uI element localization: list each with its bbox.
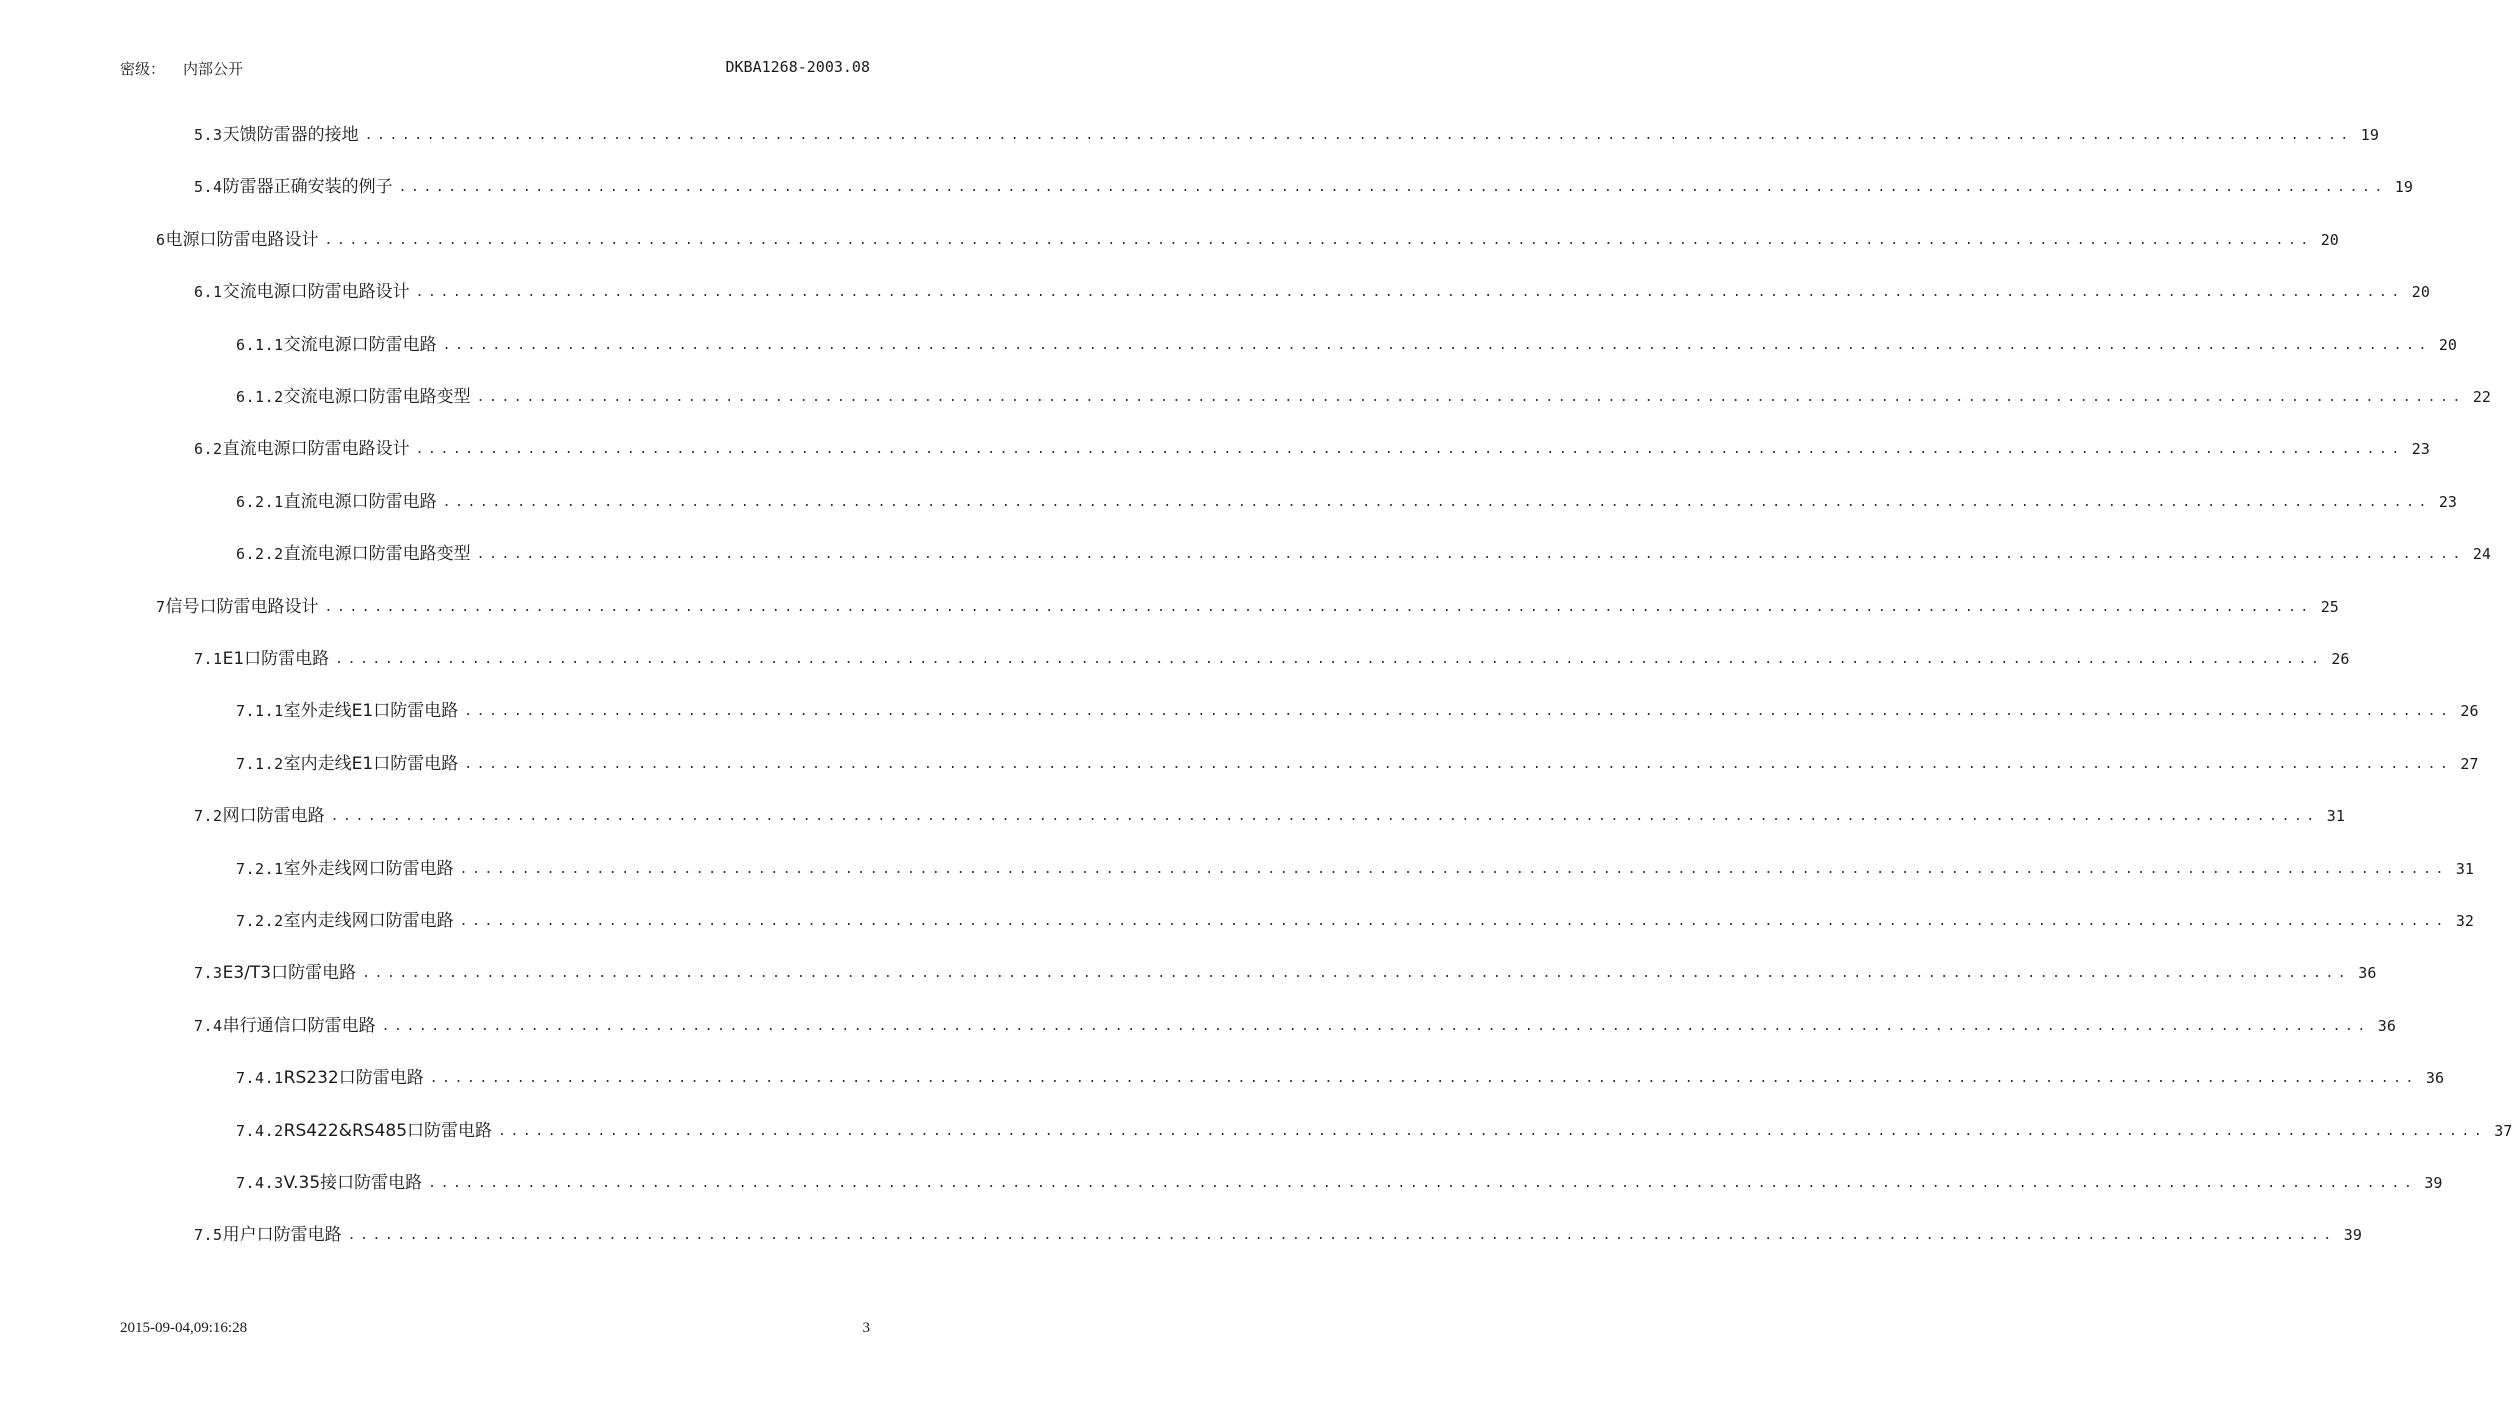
toc-dot-leader: ................................................................................................................................................................ — [464, 756, 2453, 772]
toc-entry[interactable] — [194, 434, 2430, 460]
toc-entry[interactable] — [194, 1220, 2362, 1246]
toc-entry-number: 7.1.1 — [236, 702, 284, 721]
toc-entry-number: 5.4 — [194, 178, 223, 197]
toc-entry[interactable] — [236, 1116, 2512, 1142]
toc-dot-leader: ................................................................................................................................................................ — [464, 704, 2453, 720]
toc-entry-page: 19 — [2394, 178, 2413, 197]
toc-entry-number: 7.1.2 — [236, 754, 284, 773]
toc-entry-number: 7.3 — [194, 964, 223, 983]
toc-entry-page: 36 — [2377, 1016, 2396, 1035]
toc-entry-page: 36 — [2425, 1069, 2444, 1088]
toc-entry-title: 交流电源口防雷电路 — [283, 334, 437, 355]
toc-entry-page: 23 — [2438, 492, 2457, 511]
toc-dot-leader: ................................................................................................................................................................ — [498, 1123, 2487, 1139]
toc-entry-number: 6 — [156, 230, 166, 249]
toc-entry-page: 27 — [2460, 754, 2479, 773]
toc-dot-leader: ................................................................................................................................................................ — [347, 1228, 2336, 1244]
toc-dot-leader: ................................................................................................................................................................ — [429, 1071, 2418, 1087]
toc-dot-leader: ................................................................................................................................................................ — [415, 442, 2404, 458]
toc-entry-title: E3/T3口防雷电路 — [222, 963, 357, 984]
toc-entry-number: 7.4.1 — [236, 1069, 284, 1088]
page-footer — [120, 1320, 870, 1344]
toc-entry[interactable] — [194, 801, 2345, 827]
toc-entry-page: 31 — [2326, 807, 2345, 826]
toc-entry-number: 7.2.2 — [236, 912, 284, 930]
toc-entry-title: 室内走线网口防雷电路 — [283, 911, 454, 931]
toc-dot-leader: ................................................................................................................................................................ — [398, 180, 2387, 196]
toc-entry-page: 26 — [2460, 702, 2479, 721]
toc-entry-page: 37 — [2494, 1121, 2512, 1140]
toc-entry[interactable] — [236, 854, 2474, 880]
toc-entry[interactable] — [156, 592, 2339, 618]
toc-entry-page: 39 — [2424, 1174, 2443, 1192]
footer-timestamp: 2015-09-04,09:16:28 — [120, 1320, 248, 1336]
toc-dot-leader: ................................................................................................................................................................ — [362, 966, 2351, 982]
toc-entry-number: 6.2.2 — [236, 545, 284, 564]
toc-entry[interactable] — [194, 644, 2350, 670]
toc-dot-leader: ................................................................................................................................................................ — [415, 285, 2404, 301]
toc-entry[interactable] — [194, 1011, 2396, 1037]
toc-entry-page: 22 — [2472, 388, 2491, 406]
toc-entry-title: 直流电源口防雷电路 — [283, 491, 437, 512]
toc-entry-title: 直流电源口防雷电路变型 — [283, 544, 471, 565]
toc-entry[interactable] — [194, 120, 2379, 146]
toc-entry-title: E1口防雷电路 — [222, 649, 330, 669]
toc-entry-page: 36 — [2358, 964, 2377, 983]
toc-entry[interactable] — [236, 906, 2474, 932]
toc-dot-leader: ................................................................................................................................................................ — [459, 914, 2448, 929]
toc-entry-number: 6.2 — [194, 440, 223, 459]
toc-entry[interactable] — [236, 382, 2491, 408]
toc-entry[interactable] — [194, 277, 2430, 303]
toc-entry-page: 20 — [2320, 230, 2339, 249]
toc-entry-title: RS422&RS485口防雷电路 — [283, 1120, 493, 1141]
toc-entry-title: 电源口防雷电路设计 — [165, 229, 319, 250]
toc-entry-page: 19 — [2360, 126, 2379, 144]
toc-entry-page: 31 — [2455, 859, 2474, 878]
toc-entry-title: 室外走线网口防雷电路 — [283, 858, 454, 879]
toc-entry-page: 32 — [2455, 912, 2474, 930]
toc-entry-number: 6.1 — [194, 283, 223, 302]
toc-entry-page: 25 — [2320, 597, 2339, 616]
toc-entry-number: 7.2.1 — [236, 859, 284, 878]
toc-entry-page: 39 — [2343, 1226, 2362, 1245]
toc-entry[interactable] — [236, 749, 2479, 775]
toc-entry-page: 24 — [2472, 545, 2491, 564]
toc-dot-leader: ................................................................................................................................................................ — [442, 494, 2431, 510]
toc-entry-number: 7.2 — [194, 807, 223, 826]
toc-dot-leader: ................................................................................................................................................................ — [459, 861, 2448, 877]
toc-entry-number: 7.5 — [194, 1226, 223, 1245]
toc-entry-number: 7.4.3 — [236, 1174, 284, 1192]
toc-entry-title: 串行通信口防雷电路 — [222, 1015, 376, 1036]
footer-page-number: 3 — [862, 1320, 870, 1336]
toc-entry-number: 7.4.2 — [236, 1121, 284, 1140]
toc-dot-leader: ................................................................................................................................................................ — [476, 390, 2465, 405]
toc-entry-title: 信号口防雷电路设计 — [165, 596, 319, 617]
toc-entry-title: 交流电源口防雷电路变型 — [283, 387, 471, 407]
toc-entry-number: 6.1.1 — [236, 335, 284, 354]
toc-dot-leader: ................................................................................................................................................................ — [330, 809, 2319, 825]
toc-entry-number: 6.1.2 — [236, 388, 284, 406]
toc-entry[interactable] — [156, 225, 2339, 251]
toc-entry-title: V.35接口防雷电路 — [283, 1173, 423, 1193]
toc-dot-leader: ................................................................................................................................................................ — [428, 1176, 2417, 1191]
toc-entry[interactable] — [236, 1168, 2443, 1194]
toc-dot-leader: ................................................................................................................................................................ — [335, 652, 2324, 667]
toc-entry[interactable] — [236, 696, 2479, 722]
toc-dot-leader: ................................................................................................................................................................ — [324, 232, 2313, 248]
toc-dot-leader: ................................................................................................................................................................ — [364, 128, 2353, 143]
toc-entry-number: 7.1 — [194, 650, 223, 668]
classification-value: 内部公开 — [183, 60, 244, 78]
toc-entry-title: 网口防雷电路 — [222, 806, 325, 827]
toc-entry[interactable] — [236, 539, 2491, 565]
toc-entry-title: 室内走线E1口防雷电路 — [283, 753, 459, 774]
toc-entry-number: 6.2.1 — [236, 492, 284, 511]
toc-entry-page: 23 — [2411, 440, 2430, 459]
toc-entry[interactable] — [236, 330, 2457, 356]
toc-entry[interactable] — [236, 487, 2457, 513]
document-code: DKBA1268-2003.08 — [725, 58, 870, 76]
toc-entry[interactable] — [236, 1063, 2444, 1089]
toc-entry-page: 26 — [2331, 650, 2350, 668]
toc-entry-title: 用户口防雷电路 — [222, 1225, 342, 1246]
toc-entry-title: RS232口防雷电路 — [283, 1068, 424, 1089]
toc-entry-page: 20 — [2411, 283, 2430, 302]
toc-entry-number: 7.4 — [194, 1016, 223, 1035]
toc-dot-leader: ................................................................................................................................................................ — [324, 599, 2313, 615]
toc-dot-leader: ................................................................................................................................................................ — [442, 337, 2431, 353]
toc-entry-title: 防雷器正确安装的例子 — [222, 177, 393, 198]
toc-entry-title: 天馈防雷器的接地 — [222, 125, 359, 145]
toc-entry-number: 7 — [156, 597, 166, 616]
toc-entry-title: 直流电源口防雷电路设计 — [222, 439, 410, 460]
toc-entry[interactable] — [194, 958, 2377, 984]
toc-entry-title: 室外走线E1口防雷电路 — [283, 701, 459, 722]
toc-entry[interactable] — [194, 172, 2413, 198]
toc-entry-number: 5.3 — [194, 126, 223, 144]
toc-entry-page: 20 — [2438, 335, 2457, 354]
toc-dot-leader: ................................................................................................................................................................ — [476, 547, 2465, 563]
toc-entry-title: 交流电源口防雷电路设计 — [222, 282, 410, 303]
classification-label: 密级： — [120, 60, 166, 78]
toc-dot-leader: ................................................................................................................................................................ — [381, 1018, 2370, 1034]
